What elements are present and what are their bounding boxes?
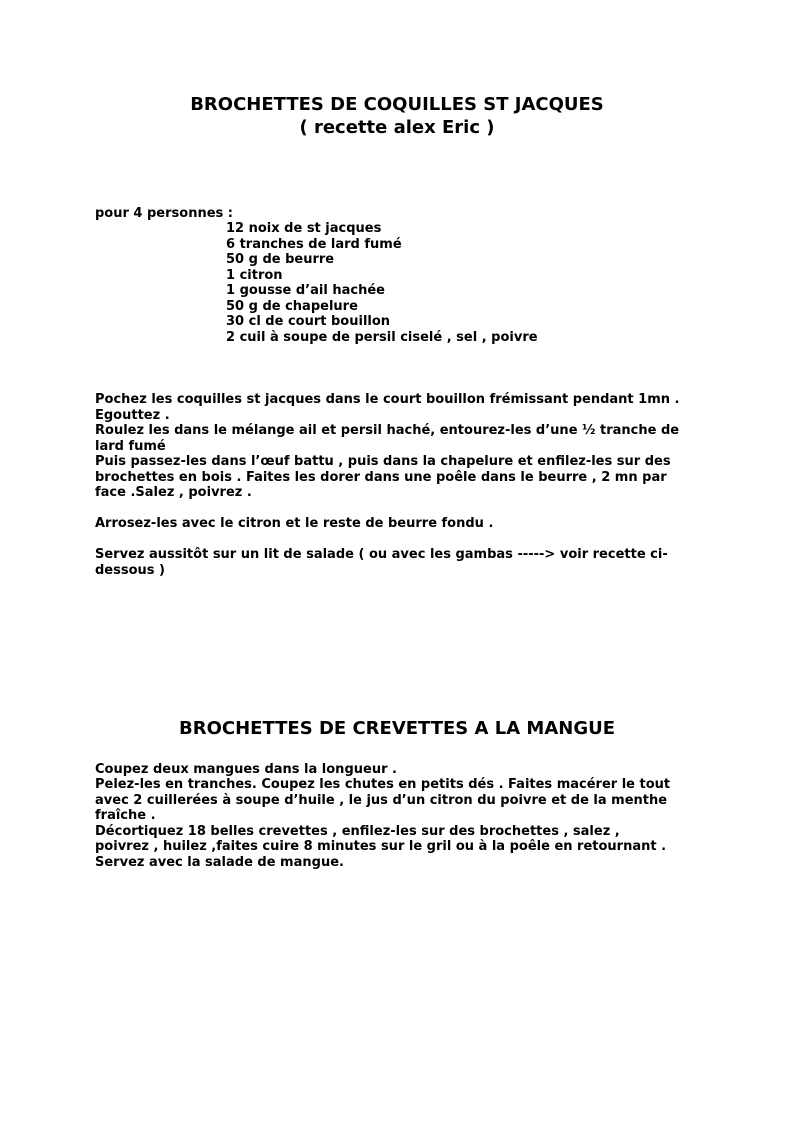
recipe1-step-line: Arrosez-les avec le citron et le reste de beurre fondu . [95,516,494,531]
ingredient-item: 6 tranches de lard fumé [226,237,402,252]
recipe2-step-line: poivrez , huilez ,faites cuire 8 minutes sur le gril ou à la poêle en retournant . [95,839,667,854]
recipe2-step-line: avec 2 cuillerées à soupe d’huile , le jus d’un citron du poivre et de la menthe [95,793,668,808]
recipe1-subtitle: ( recette alex Eric ) [299,117,495,138]
ingredient-item: 2 cuil à soupe de persil ciselé , sel , poivre [226,330,538,345]
recipe1-step-line: lard fumé [95,439,166,454]
ingredient-item: 1 gousse d’ail hachée [226,283,385,298]
recipe1-step-line: Pochez les coquilles st jacques dans le court bouillon frémissant pendant 1mn . [95,392,680,407]
recipe2-step-line: Décortiquez 18 belles crevettes , enfilez-les sur des brochettes , salez , [95,824,620,839]
recipe2-title: BROCHETTES DE CREVETTES A LA MANGUE [179,718,615,739]
recipe2-step-line: Pelez-les en tranches. Coupez les chutes en petits dés . Faites macérer le tout [95,777,671,792]
ingredient-item: 50 g de chapelure [226,299,358,314]
ingredient-item: 50 g de beurre [226,252,335,267]
recipe2-step-line: fraîche . [95,808,156,823]
servings-label: pour 4 personnes : [95,206,233,221]
recipe1-step-line: brochettes en bois . Faites les dorer dans une poêle dans le beurre , 2 mn par [95,470,667,485]
recipe2-step-line: Servez avec la salade de mangue. [95,855,344,870]
recipe1-step-line: Puis passez-les dans l’œuf battu , puis dans la chapelure et enfilez-les sur des [95,454,671,469]
recipe1-step-line: dessous ) [95,563,165,578]
recipe1-step-line: Servez aussitôt sur un lit de salade ( ou avec les gambas -----> voir recette ci- [95,547,668,562]
recipe1-title: BROCHETTES DE COQUILLES ST JACQUES [190,94,604,115]
ingredient-item: 1 citron [226,268,283,283]
ingredient-item: 12 noix de st jacques [226,221,382,236]
recipe1-step-line: face .Salez , poivrez . [95,485,252,500]
recipe2-step-line: Coupez deux mangues dans la longueur . [95,762,397,777]
recipe1-step-line: Roulez les dans le mélange ail et persil haché, entourez-les d’une ½ tranche de [95,423,680,438]
recipe1-step-line: Egouttez . [95,408,170,423]
ingredient-item: 30 cl de court bouillon [226,314,391,329]
